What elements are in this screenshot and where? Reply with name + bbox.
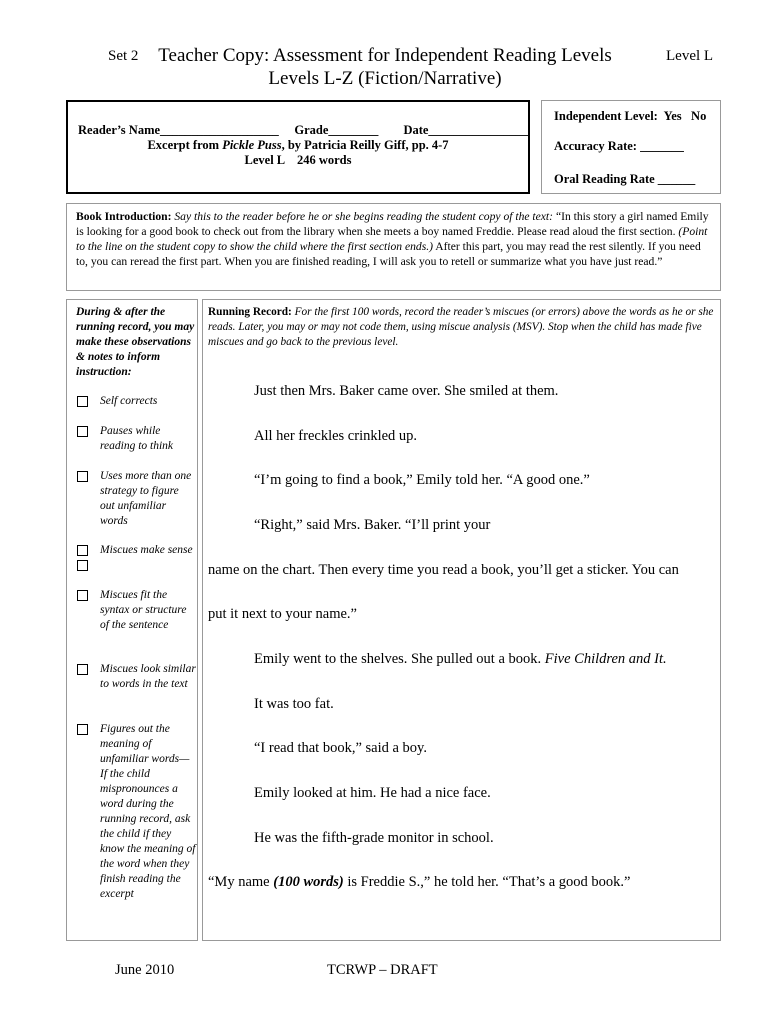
- book-intro-instruction: Say this to the reader before he or she begins reading the student copy of the text:: [174, 210, 554, 223]
- passage-line-7-title: Five Children and It.: [544, 651, 667, 667]
- passage-line-11: He was the fifth-grade monitor in school.: [254, 830, 494, 846]
- running-record-instruction-text: For the first 100 words, record the reader’s miscues (or errors) above the words as he or she reads. Later, you may or may not code them, using miscue analysis (MSV). Stop when the child has made five miscues and go back to the previous level.: [208, 306, 714, 348]
- footer-draft: TCRWP – DRAFT: [327, 962, 438, 978]
- observation-meaning: Figures out the meaning of unfamiliar words—If the child mispronounces a word during the running record, ask the child if they know the meaning of the word when they finish reading the excerpt: [100, 723, 196, 900]
- observation-miscues-sense: Miscues make sense: [100, 544, 193, 556]
- passage-line-7-text: Emily went to the shelves. She pulled out a book.: [254, 651, 545, 667]
- observation-self-corrects: Self corrects: [100, 395, 158, 407]
- set-label: Set 2: [108, 48, 139, 64]
- strategy-checkbox[interactable]: [77, 471, 88, 482]
- level-word-count: Level L 246 words: [244, 153, 352, 167]
- passage-line-7: [254, 651, 667, 668]
- level-label: Level L: [666, 48, 714, 64]
- footer-date: June 2010: [115, 962, 175, 978]
- miscues-sense-checkbox[interactable]: [77, 545, 88, 556]
- book-intro-text-2: After this part, you may read the rest silently. If you need to, you can reread the first part. When you are finished reading, I will ask you to retell or summarize what you have just read.”: [76, 240, 701, 268]
- passage-line-12-end: is Freddie S.,” he told her. “That’s a good book.”: [343, 874, 631, 890]
- passage-line-8: It was too fat.: [254, 696, 334, 712]
- observation-miscues-similar: Miscues look similar to words in the text: [100, 663, 196, 690]
- observation-miscues-syntax: Miscues fit the syntax or structure of the sentence: [100, 589, 187, 631]
- passage-line-5: name on the chart. Then every time you read a book, you’ll get a sticker. You can: [208, 562, 679, 578]
- passage-line-12-start: “My name: [208, 874, 274, 890]
- running-record-label: Running Record:: [208, 306, 292, 318]
- excerpt-prefix: Excerpt from: [147, 138, 223, 152]
- observation-strategy: Uses more than one strategy to figure out unfamiliar words: [100, 470, 192, 527]
- oral-reading-rate-field[interactable]: Oral Reading Rate ______: [554, 172, 696, 186]
- self-corrects-checkbox[interactable]: [77, 396, 88, 407]
- title-line-2: Levels L-Z (Fiction/Narrative): [268, 68, 502, 89]
- observations-heading: During & after the running record, you may make these observations & notes to inform instruction:: [76, 306, 195, 378]
- miscues-syntax-checkbox[interactable]: [77, 590, 88, 601]
- pauses-checkbox[interactable]: [77, 426, 88, 437]
- passage-line-1: Just then Mrs. Baker came over. She smiled at them.: [254, 383, 559, 399]
- passage-line-10: Emily looked at him. He had a nice face.: [254, 785, 491, 801]
- reader-fields: [78, 123, 528, 138]
- passage-line-9: “I read that book,” said a boy.: [254, 740, 427, 756]
- miscues-similar-checkbox[interactable]: [77, 664, 88, 675]
- observation-pauses: Pauses while reading to think: [100, 425, 174, 452]
- independent-level-field[interactable]: Independent Level: Yes No: [554, 109, 707, 123]
- running-record-instructions: [208, 305, 718, 350]
- book-intro-pointer: (Point to the line on the student copy to show the child where the first section ends.): [76, 225, 708, 253]
- passage-line-4: “Right,” said Mrs. Baker. “I’ll print your: [254, 517, 491, 533]
- passage-line-2: All her freckles crinkled up.: [254, 428, 418, 444]
- passage-line-6: put it next to your name.”: [208, 606, 357, 622]
- passage-line-12: [208, 874, 630, 891]
- page-title: [150, 44, 620, 90]
- book-introduction: [66, 203, 721, 291]
- title-line-1: Teacher Copy: Assessment for Independent Reading Levels: [158, 45, 612, 66]
- book-intro-label: Book Introduction:: [76, 210, 172, 223]
- grade-field[interactable]: Grade________: [294, 123, 379, 137]
- accuracy-rate-field[interactable]: Accuracy Rate: _______: [554, 139, 684, 153]
- excerpt-suffix: , by Patricia Reilly Giff, pp. 4-7: [281, 138, 449, 152]
- miscues-sense-checkbox-2[interactable]: [77, 560, 88, 571]
- book-intro-text-1: “In this story a girl named Emily is looking for a good book to check out from the library when she meets a boy named Freddie. Please read aloud the first section.: [76, 210, 709, 238]
- book-title: Pickle Puss: [222, 138, 282, 152]
- reader-name-field[interactable]: Reader’s Name___________________: [78, 123, 279, 137]
- excerpt-source: [66, 138, 530, 153]
- word-count-marker: (100 words): [273, 874, 344, 890]
- date-field[interactable]: Date________________: [403, 123, 529, 137]
- passage-line-3: “I’m going to find a book,” Emily told her. “A good one.”: [254, 472, 590, 488]
- meaning-checkbox[interactable]: [77, 724, 88, 735]
